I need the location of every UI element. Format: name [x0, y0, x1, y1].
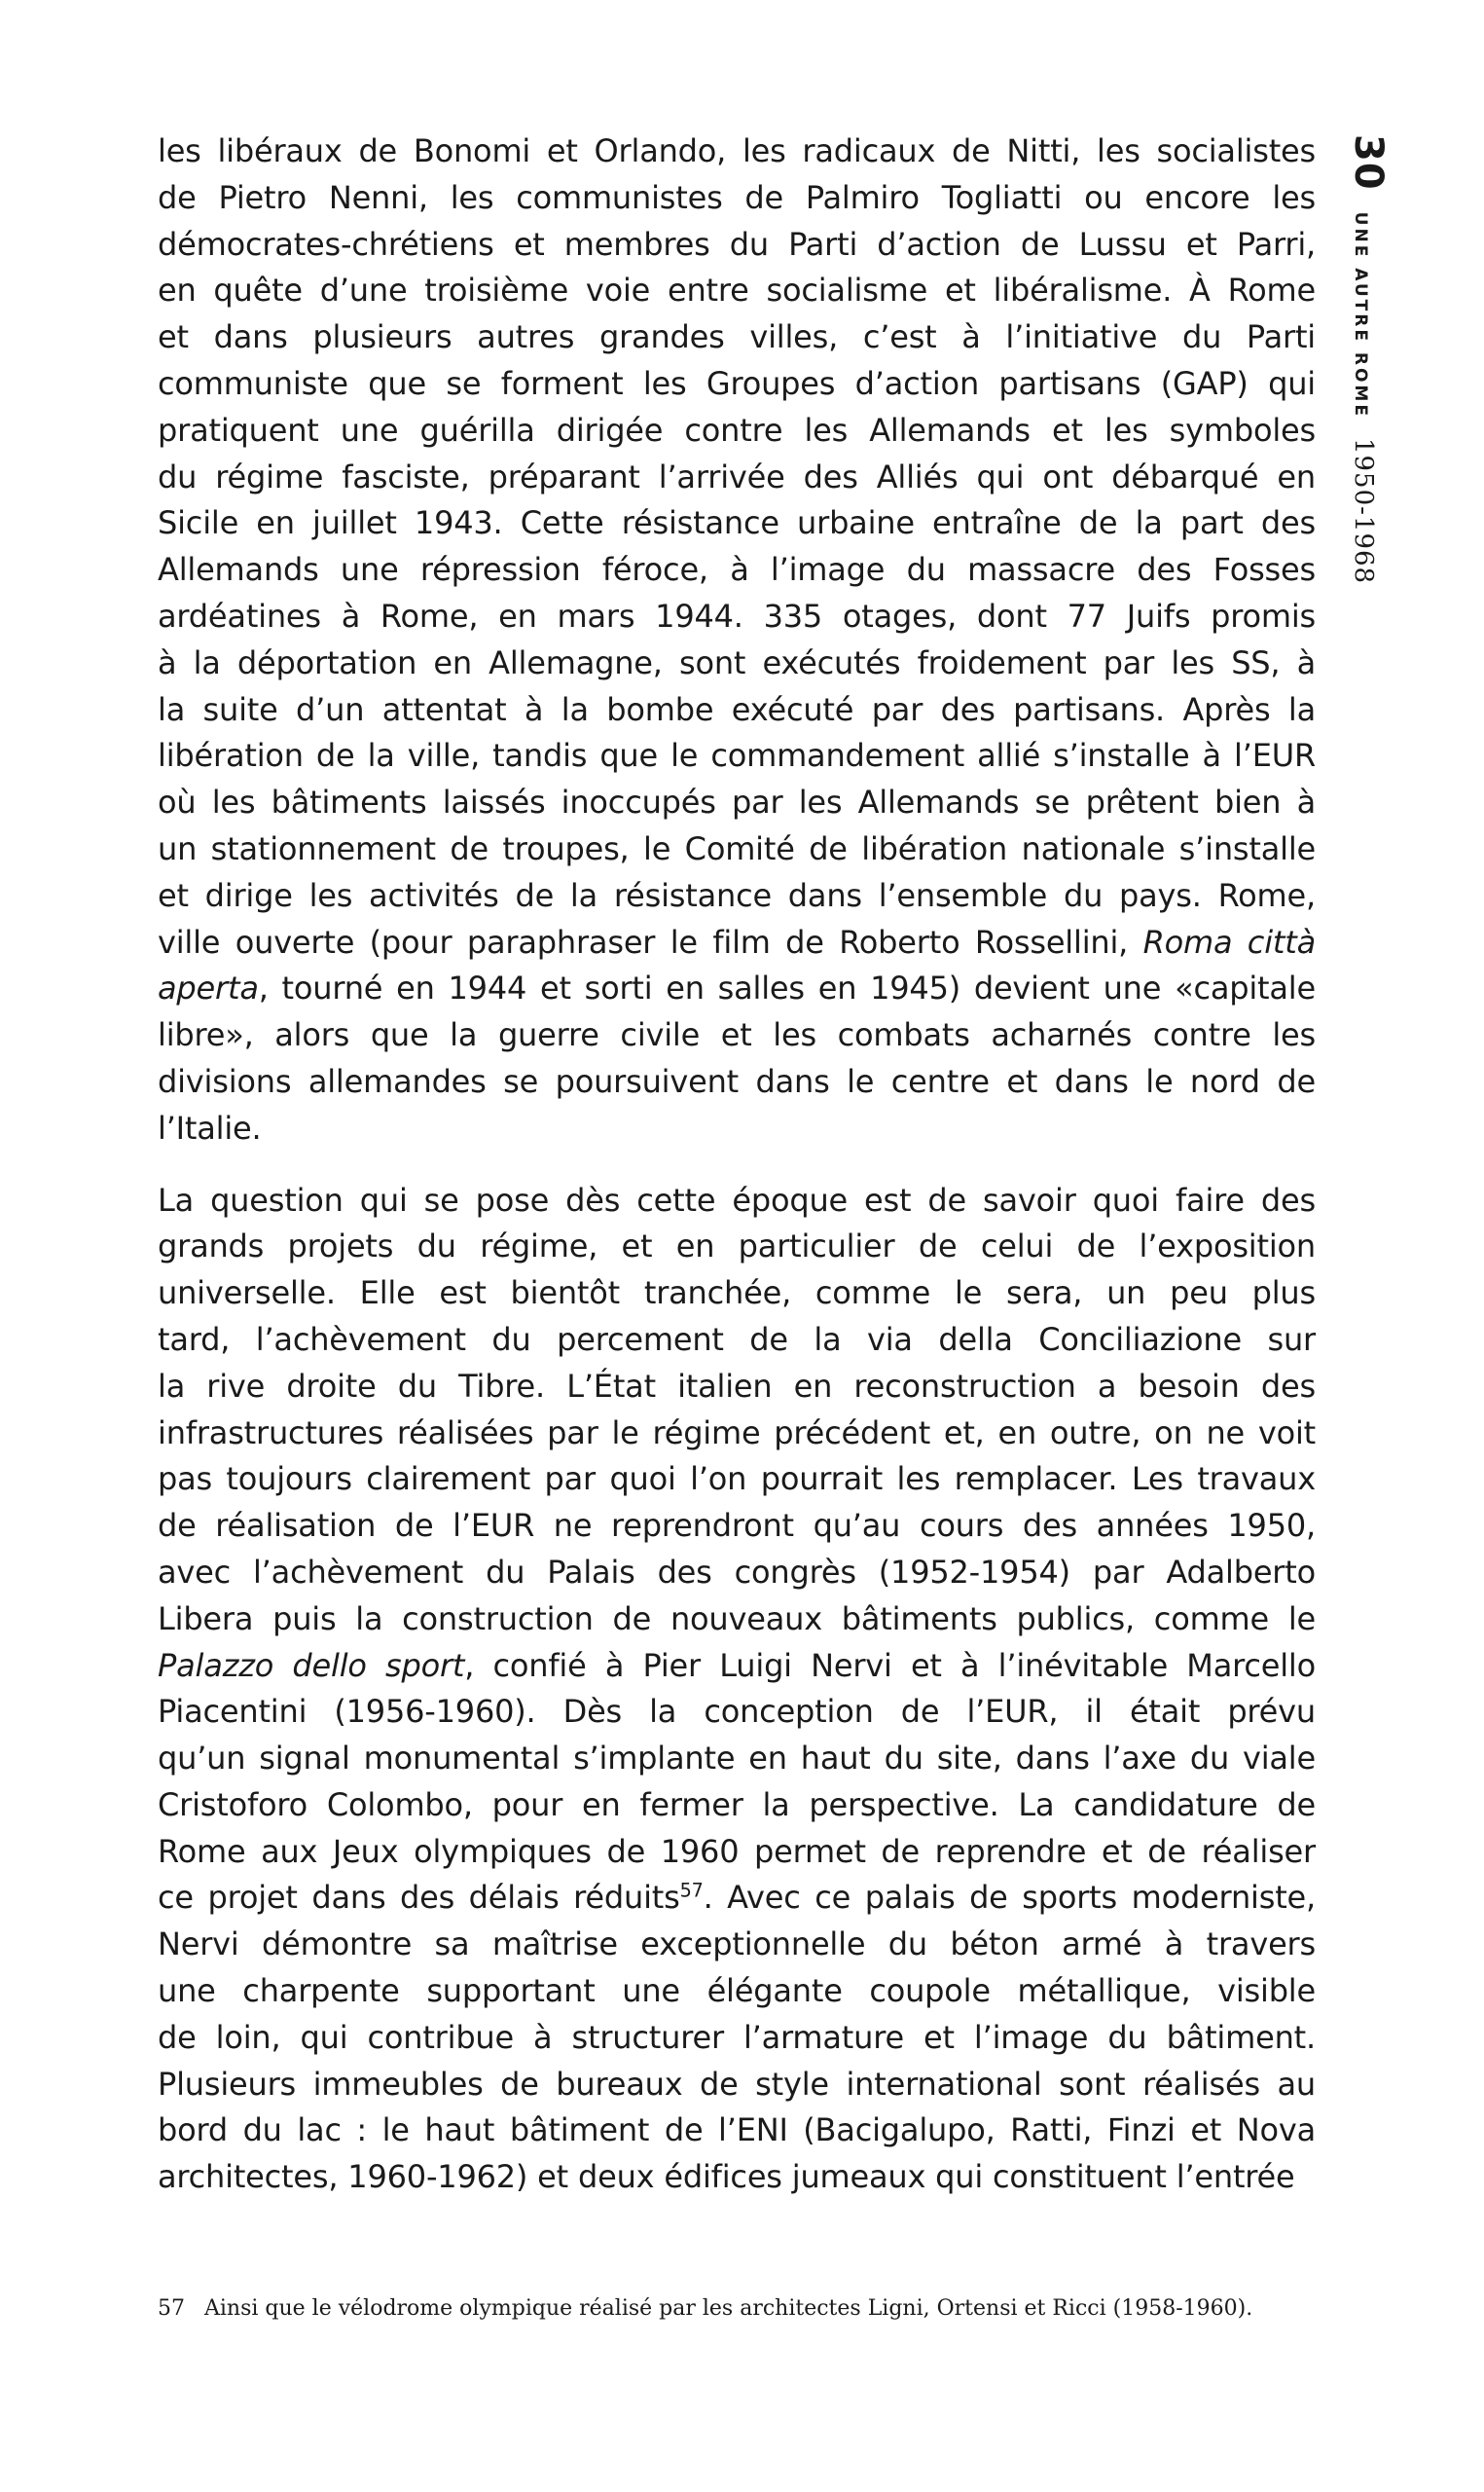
text-line: tard, l’achèvement du percement de la via della Conciliazione sur [158, 1320, 1316, 1358]
text-line: bord du lac : le haut bâtiment de l’ENI (Bacigalupo, Ratti, Finzi et Nova [158, 2111, 1316, 2149]
text-line: ville ouverte (pour paraphraser le film de Roberto Rossellini, Roma città [158, 923, 1316, 961]
text-line: Allemands une répression féroce, à l’image du massacre des Fosses [158, 551, 1316, 589]
paragraph-2 [158, 1178, 1316, 2202]
text-line: pas toujours clairement par quoi l’on pourrait les remplacer. Les travaux [158, 1460, 1316, 1498]
text-line: infrastructures réalisées par le régime précédent et, en outre, on ne voit [158, 1413, 1316, 1451]
text-line: et dirige les activités de la résistance dans l’ensemble du pays. Rome, [158, 876, 1316, 914]
text-line: universelle. Elle est bientôt tranchée, comme le sera, un peu plus [158, 1274, 1316, 1312]
text-line: communiste que se forment les Groupes d’action partisans (GAP) qui [158, 364, 1316, 402]
text-line: Plusieurs immeubles de bureaux de style international sont réalisés au [158, 2065, 1316, 2103]
text-line: où les bâtiments laissés inoccupés par les Allemands se prêtent bien à [158, 784, 1316, 822]
text-line: pratiquent une guérilla dirigée contre les Allemands et les symboles [158, 411, 1316, 449]
text-line: la rive droite du Tibre. L’État italien en reconstruction a besoin des [158, 1367, 1316, 1405]
body-text [158, 128, 1316, 2201]
footnote [158, 2294, 1325, 2324]
text-line: l’Italie. [158, 1109, 262, 1147]
text-line: ardéatines à Rome, en mars 1944. 335 otages, dont 77 Juifs promis [158, 597, 1316, 635]
text-line: Sicile en juillet 1943. Cette résistance urbaine entraîne de la part des [158, 504, 1316, 542]
text-line: ce projet dans des délais réduits$^{57}$. Avec ce palais de sports moderniste, [158, 1879, 1316, 1917]
text-line: un stationnement de troupes, le Comité de libération nationale s’installe [158, 829, 1316, 867]
text-line: de réalisation de l’EUR ne reprendront qu’au cours des années 1950, [158, 1507, 1316, 1545]
book-years: 1950-1968 [1349, 437, 1378, 585]
text-line: libre», alors que la guerre civile et les combats acharnés contre les [158, 1016, 1316, 1054]
text-line: avec l’achèvement du Palais des congrès (1952-1954) par Adalberto [158, 1553, 1316, 1591]
text-line: Palazzo dello sport, confié à Pier Luigi Nervi et à l’inévitable Marcello [158, 1646, 1317, 1684]
text-line: Rome aux Jeux olympiques de 1960 permet de reprendre et de réaliser [158, 1832, 1316, 1870]
running-head-rotated [1346, 134, 1391, 584]
page-number: 30 [1346, 134, 1391, 191]
italic-title: Palazzo dello sport [158, 1646, 465, 1684]
text-line: en quête d’une troisième voie entre socialisme et libéralisme. À Rome [158, 272, 1316, 310]
text-line: les libéraux de Bonomi et Orlando, les radicaux de Nitti, les socialistes [158, 132, 1316, 169]
footnote-number: 57 [158, 2296, 185, 2321]
text-line: la suite d’un attentat à la bombe exécuté par des partisans. Après la [158, 690, 1316, 728]
running-head [1335, 134, 1403, 641]
text-line: divisions allemandes se poursuivent dans le centre et dans le nord de [158, 1062, 1316, 1100]
text-line: aperta, tourné en 1944 et sorti en salles en 1945) devient une «capitale [158, 970, 1316, 1008]
text-line: démocrates-chrétiens et membres du Parti d’action de Lussu et Parri, [158, 225, 1316, 263]
text-line: Cristoforo Colombo, pour en fermer la perspective. La candidature de [158, 1785, 1316, 1823]
text-line: une charpente supportant une élégante coupole métallique, visible [158, 1972, 1316, 2010]
italic-title: Roma città [1142, 923, 1316, 961]
italic-title: aperta [158, 970, 259, 1008]
paragraph-1 [158, 128, 1316, 1153]
footnote-text: Ainsi que le vélodrome olympique réalisé par les architectes Ligni, Ortensi et Ricci (1958-1960). [204, 2296, 1253, 2321]
footnote-reference: 57 [679, 1879, 704, 1902]
text-line: du régime fasciste, préparant l’arrivée des Alliés qui ont débarqué en [158, 458, 1316, 495]
text-line: architectes, 1960-1962) et deux édifices jumeaux qui constituent l’entrée [158, 2158, 1295, 2196]
text-line: La question qui se pose dès cette époque est de savoir quoi faire des [158, 1181, 1316, 1219]
text-line: Libera puis la construction de nouveaux bâtiments publics, comme le [158, 1599, 1316, 1637]
text-line: Piacentini (1956-1960). Dès la conception de l’EUR, il était prévu [158, 1693, 1316, 1731]
text-line: et dans plusieurs autres grandes villes, c’est à l’initiative du Parti [158, 318, 1316, 356]
text-line: de loin, qui contribue à structurer l’armature et l’image du bâtiment. [158, 2018, 1316, 2056]
text-line: grands projets du régime, et en particulier de celui de l’exposition [158, 1228, 1316, 1265]
book-title: UNE AUTRE ROME [1351, 211, 1370, 419]
text-line: à la déportation en Allemagne, sont exécutés froidement par les SS, à [158, 643, 1316, 681]
text-line: libération de la ville, tandis que le commandement allié s’installe à l’EUR [158, 737, 1316, 775]
text-line: Nervi démontre sa maîtrise exceptionnelle du béton armé à travers [158, 1925, 1316, 1963]
text-line: qu’un signal monumental s’implante en haut du site, dans l’axe du viale [158, 1740, 1316, 1777]
text-line: de Pietro Nenni, les communistes de Palmiro Togliatti ou encore les [158, 178, 1316, 216]
